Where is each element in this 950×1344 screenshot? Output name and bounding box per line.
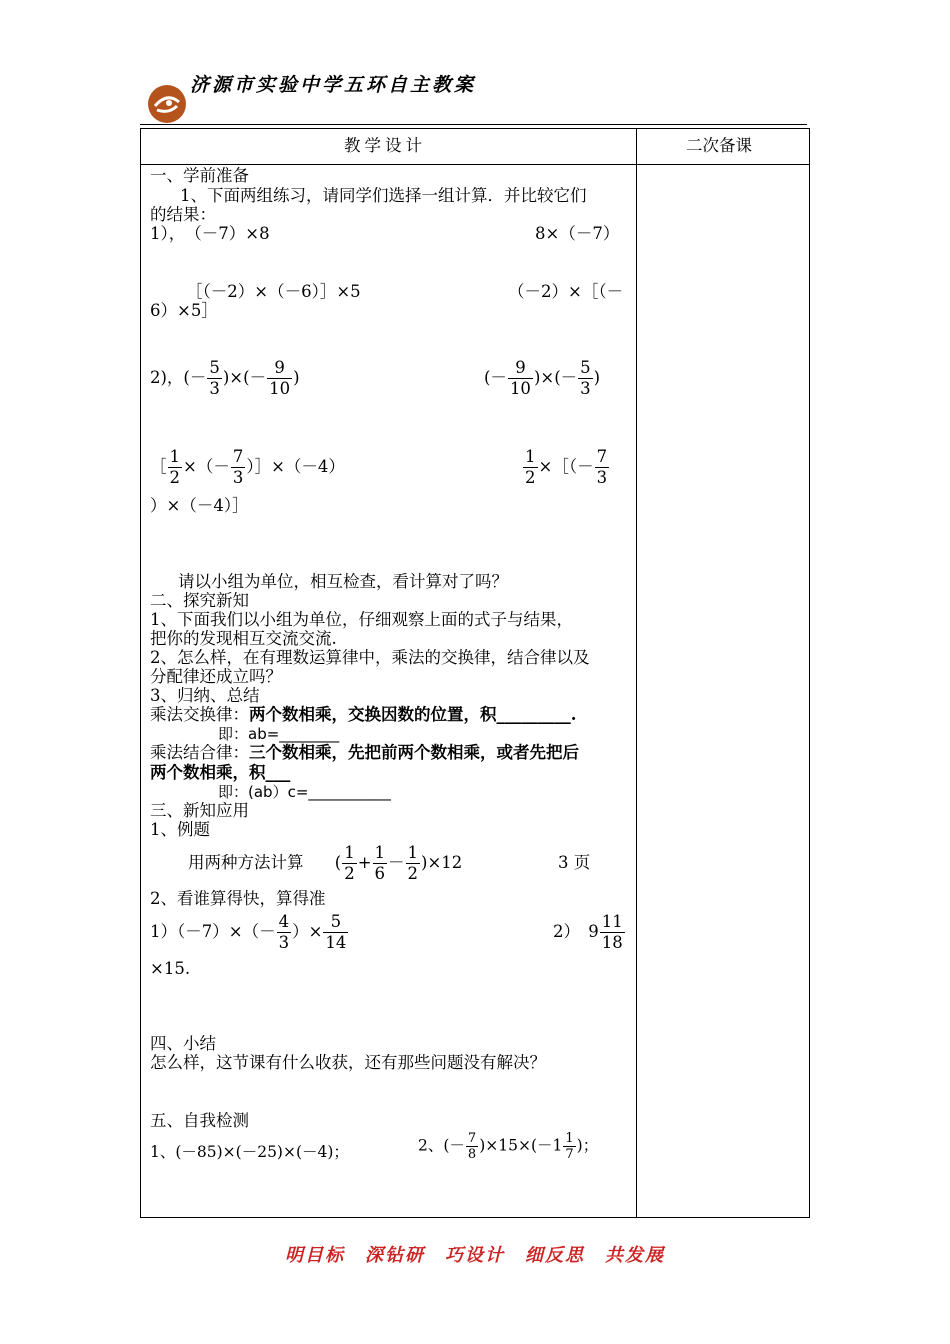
s3-example-page: 3 页 [558,853,591,872]
s3-q2: 2） 9 $\frac{11}{18}$ [553,912,623,952]
s3-race: 2、看谁算得快，算得准 [150,889,326,908]
s1-row2-cont: 6）×5］ [150,301,218,320]
s1-heading: 一、学前准备 [150,166,249,185]
s1-row3-left: 2)，(－ $\frac{5}{3}$ )×(－ $\frac{9}{10}$ ) [150,358,300,398]
associative-law-cont: 两个数相乘，积___ [150,763,291,782]
s2-p3: 3、归纳、总结 [150,686,260,705]
s5-q1: 1、(－85)×(－25)×(－4)； [150,1143,349,1161]
s1-row4-right: $\frac{1}{2}$ ×［（－ $\frac{7}{3}$ [525,447,608,487]
s1-row2-left: ［（－2）×（－6）］×5 [186,282,361,301]
header-rule [140,124,807,125]
s3-heading: 三、新知应用 [150,801,249,820]
col-right-title: 二次备课 [686,136,752,155]
commutative-formula: 即：ab=________ [218,725,340,743]
footer-motto: 明目标 深钻研 巧设计 细反思 共发展 [285,1245,665,1266]
s1-row2-right: （－2）×［（－ [508,282,624,301]
associative-formula: 即：(ab）c=___________ [218,783,391,801]
s1-p1a: 1、下面两组练习，请同学们选择一组计算．并比较它们 [180,186,587,205]
school-title: 济源市实验中学五环自主教案 [190,74,477,96]
s1-row3-right: (－ $\frac{9}{10}$ )×(－ $\frac{5}{3}$ ) [484,358,601,398]
associative-law: 乘法结合律：三个数相乘，先把前两个数相乘，或者先把后 [150,743,579,762]
s3-q2-cont: ×15. [150,959,191,978]
s5-heading: 五、自我检测 [150,1111,249,1130]
s3-example-label: 1、例题 [150,820,210,839]
s5-q2: 2、(－ $\frac{7}{8}$ )×15×(－1 $\frac{1}{7}$ )； [418,1131,599,1162]
s1-row1-right: 8×（－7） [535,224,620,243]
school-logo-icon [147,84,187,124]
s4-heading: 四、小结 [150,1034,216,1053]
s4-text: 怎么样，这节课有什么收获，还有那些问题没有解决？ [150,1053,546,1072]
s2-p2a: 2、怎么样，在有理数运算律中，乘法的交换律，结合律以及 [150,648,590,667]
header-row-divider [140,164,810,165]
commutative-law: 乘法交换律：两个数相乘，交换因数的位置，积_________. [150,705,577,724]
s1-row4-left: ［ $\frac{1}{2}$ ×（－ $\frac{7}{3}$ ）］×（－4） [150,447,345,487]
s2-heading: 二、探究新知 [150,591,249,610]
s1-check: 请以小组为单位，相互检查，看计算对了吗？ [178,572,508,591]
s2-p2b: 分配律还成立吗？ [150,667,282,686]
s3-example: 用两种方法计算 ( $\frac{1}{2}$ + $\frac{1}{6}$ － $\frac{1}{2}$ )×12 [188,843,463,883]
s3-q1: 1）（－7）×（－ $\frac{4}{3}$ ）× $\frac{5}{14}$ [150,912,347,952]
column-divider [636,128,637,1218]
s1-row4-cont: ）×（－4）］ [150,496,249,515]
s2-p1a: 1、下面我们以小组为单位，仔细观察上面的式子与结果， [150,610,573,629]
s1-p1b: 的结果： [150,205,216,224]
col-left-title: 教学设计 [344,136,426,155]
s2-p1b: 把你的发现相互交流交流. [150,629,337,648]
s1-row1-left: 1）， （－7）×8 [150,224,270,243]
